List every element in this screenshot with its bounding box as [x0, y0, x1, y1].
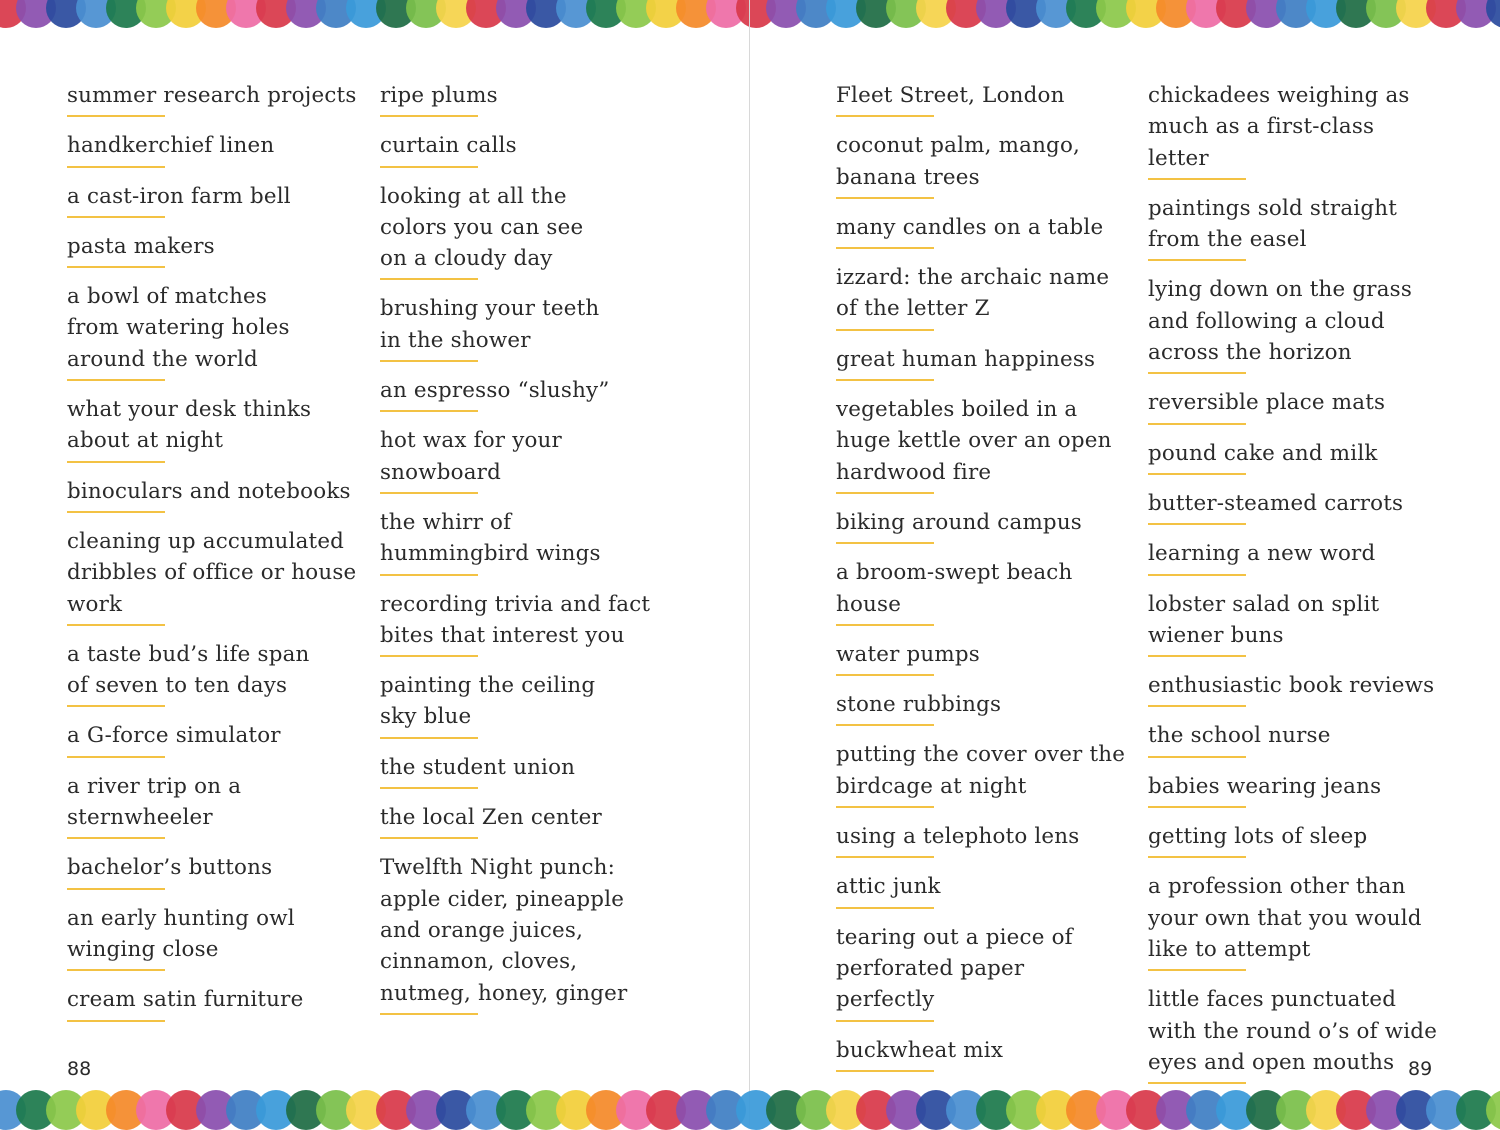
entry-underline	[380, 837, 478, 839]
entry-text: using a telephoto lens	[836, 824, 1080, 850]
entry-underline	[67, 837, 165, 839]
list-entry	[67, 394, 357, 463]
entry-text: pasta makers	[67, 233, 215, 259]
list-entry	[836, 344, 1126, 381]
entry-text: chickadees weighing as much as a first-class letter	[1148, 83, 1410, 171]
list-entry	[1148, 488, 1438, 525]
bottom-dot-border	[0, 1090, 1500, 1130]
list-entry	[1148, 438, 1438, 475]
entry-text: cleaning up accumulated dribbles of office or house work	[67, 528, 357, 617]
entry-text: many candles on a table	[836, 214, 1104, 240]
entry-underline	[67, 216, 165, 218]
list-entry	[1148, 771, 1438, 808]
page-number-right: 89	[1408, 1058, 1433, 1080]
entry-text: what your desk thinks about at night	[67, 397, 312, 454]
entry-underline	[67, 461, 165, 463]
entry-text: great human happiness	[836, 346, 1096, 372]
entry-underline	[67, 511, 165, 513]
entry-text: the student union	[380, 754, 576, 780]
entry-text: learning a new word	[1148, 541, 1376, 567]
entry-text: putting the cover over the birdcage at night	[836, 742, 1126, 799]
entry-underline	[380, 655, 478, 657]
list-entry	[67, 526, 357, 626]
entry-underline	[380, 360, 478, 362]
entry-underline	[836, 542, 934, 544]
entry-underline	[836, 907, 934, 909]
entry-text: attic junk	[836, 874, 941, 900]
list-entry	[380, 181, 670, 281]
entry-underline	[380, 278, 478, 280]
entry-text: recording trivia and fact bites that interest you	[380, 591, 651, 648]
entry-text: brushing your teeth in the shower	[380, 296, 600, 353]
entry-text: looking at all the colors you can see on a cloudy day	[380, 183, 584, 272]
page-number-left: 88	[67, 1058, 92, 1080]
entry-underline	[836, 724, 934, 726]
entry-underline	[67, 624, 165, 626]
entry-underline	[380, 1013, 478, 1015]
entry-underline	[380, 492, 478, 494]
entry-text: a cast-iron farm bell	[67, 183, 291, 209]
entry-text: hot wax for your snowboard	[380, 428, 562, 485]
entry-underline	[67, 756, 165, 758]
list-entry	[380, 80, 670, 117]
entry-text: a river trip on a sternwheeler	[67, 773, 242, 831]
list-entry	[836, 1035, 1126, 1072]
entry-underline	[1148, 756, 1246, 758]
list-entry	[380, 589, 670, 658]
entry-text: water pumps	[836, 641, 980, 667]
entry-underline	[836, 674, 934, 676]
right-page-column-1	[836, 80, 1126, 1085]
entry-text: an early hunting owl winging close	[67, 905, 295, 962]
entry-text: painting the ceiling sky blue	[380, 673, 596, 730]
entry-underline	[67, 266, 165, 268]
entry-underline	[67, 1020, 165, 1022]
entry-text: coconut palm, mango, banana trees	[836, 133, 1081, 190]
entry-underline	[836, 197, 934, 199]
list-entry	[380, 507, 670, 576]
list-entry	[836, 262, 1126, 331]
entry-text: Twelfth Night punch: apple cider, pineapple and orange juices, cinnamon, cloves, nutmeg, honey, ginger	[380, 855, 628, 1006]
entry-text: enthusiastic book reviews	[1148, 673, 1435, 699]
entry-text: an espresso “slushy”	[380, 378, 610, 404]
entry-text: cream satin furniture	[67, 987, 304, 1013]
entry-underline	[380, 787, 478, 789]
entry-underline	[380, 115, 478, 117]
entry-text: a profession other than your own that you would like to attempt	[1148, 874, 1422, 962]
left-page-column-2	[380, 80, 670, 1028]
entry-underline	[380, 410, 478, 412]
entry-text: a broom-swept beach house	[836, 560, 1073, 617]
entry-underline	[836, 115, 934, 117]
entry-underline	[1148, 655, 1246, 657]
list-entry	[836, 80, 1126, 117]
entry-underline	[1148, 806, 1246, 808]
entry-text: binoculars and notebooks	[67, 478, 351, 504]
list-entry	[67, 720, 357, 757]
entry-underline	[67, 115, 165, 117]
entry-underline	[380, 166, 478, 168]
list-entry	[380, 802, 670, 839]
entry-underline	[67, 166, 165, 168]
list-entry	[380, 293, 670, 362]
entry-text: butter-steamed carrots	[1148, 490, 1404, 516]
list-entry	[67, 903, 357, 972]
entry-underline	[836, 856, 934, 858]
book-spine	[749, 0, 750, 1125]
list-entry	[836, 130, 1126, 199]
entry-underline	[836, 1020, 934, 1022]
entry-underline	[67, 888, 165, 890]
right-page-column-2	[1148, 80, 1438, 1097]
list-entry	[380, 852, 670, 1014]
list-entry	[1148, 387, 1438, 424]
list-entry	[836, 821, 1126, 858]
entry-underline	[836, 806, 934, 808]
right-page	[836, 80, 1436, 1080]
entry-text: bachelor’s buttons	[67, 855, 273, 881]
entry-text: biking around campus	[836, 509, 1082, 535]
entry-text: tearing out a piece of perforated paper perfectly	[836, 924, 1073, 1013]
entry-underline	[1148, 523, 1246, 525]
entry-text: reversible place mats	[1148, 390, 1386, 416]
list-entry	[836, 507, 1126, 544]
list-entry	[1148, 670, 1438, 707]
entry-underline	[380, 737, 478, 739]
entry-underline	[1148, 259, 1246, 261]
entry-text: lobster salad on split wiener buns	[1148, 591, 1380, 648]
entry-underline	[836, 492, 934, 494]
entry-text: pound cake and milk	[1148, 440, 1378, 466]
list-entry	[67, 771, 357, 840]
entry-text: ripe plums	[380, 83, 498, 108]
list-entry	[1148, 80, 1438, 180]
entry-underline	[67, 969, 165, 971]
list-entry	[380, 375, 670, 412]
list-entry	[1148, 720, 1438, 757]
entry-text: babies wearing jeans	[1148, 773, 1382, 799]
list-entry	[67, 852, 357, 889]
entry-text: summer research projects	[67, 83, 357, 108]
entry-underline	[1148, 856, 1246, 858]
left-page	[67, 80, 707, 1080]
entry-underline	[67, 705, 165, 707]
entry-underline	[836, 379, 934, 381]
entry-text: handkerchief linen	[67, 133, 275, 159]
list-entry	[1148, 984, 1438, 1084]
entry-text: stone rubbings	[836, 692, 1002, 718]
entry-text: vegetables boiled in a huge kettle over an open hardwood fire	[836, 397, 1112, 485]
list-entry	[67, 281, 357, 381]
entry-text: izzard: the archaic name of the letter Z	[836, 265, 1110, 322]
list-entry	[1148, 274, 1438, 374]
entry-underline	[1148, 372, 1246, 374]
entry-text: lying down on the grass and following a cloud across the horizon	[1148, 277, 1413, 366]
list-entry	[67, 984, 357, 1021]
list-entry	[836, 557, 1126, 626]
entry-text: paintings sold straight from the easel	[1148, 195, 1397, 253]
list-entry	[1148, 589, 1438, 658]
entry-text: curtain calls	[380, 133, 517, 159]
list-entry	[380, 130, 670, 167]
list-entry	[836, 639, 1126, 676]
list-entry	[67, 476, 357, 513]
entry-underline	[1148, 178, 1246, 180]
entry-text: the whirr of hummingbird wings	[380, 509, 601, 567]
entry-text: the local Zen center	[380, 805, 602, 831]
list-entry	[67, 231, 357, 268]
list-entry	[380, 425, 670, 494]
entry-underline	[836, 1070, 934, 1072]
list-entry	[836, 871, 1126, 908]
entry-text: the school nurse	[1148, 723, 1331, 749]
entry-underline	[836, 624, 934, 626]
list-entry	[836, 922, 1126, 1022]
list-entry	[836, 212, 1126, 249]
list-entry	[1148, 871, 1438, 971]
entry-text: a bowl of matches from watering holes around the world	[67, 284, 290, 372]
entry-underline	[1148, 705, 1246, 707]
list-entry	[67, 639, 357, 708]
list-entry	[836, 394, 1126, 494]
list-entry	[67, 130, 357, 167]
list-entry	[380, 752, 670, 789]
entry-text: a G-force simulator	[67, 723, 281, 749]
list-entry	[1148, 538, 1438, 575]
entry-text: Fleet Street, London	[836, 83, 1065, 108]
list-entry	[1148, 193, 1438, 262]
list-entry	[836, 689, 1126, 726]
entry-text: a taste bud’s life span of seven to ten days	[67, 641, 310, 699]
top-dot-border	[0, 0, 1500, 28]
list-entry	[67, 181, 357, 218]
entry-underline	[836, 329, 934, 331]
list-entry	[1148, 821, 1438, 858]
entry-underline	[1148, 1082, 1246, 1084]
entry-text: buckwheat mix	[836, 1037, 1004, 1063]
list-entry	[67, 80, 357, 117]
entry-underline	[1148, 969, 1246, 971]
list-entry	[836, 739, 1126, 808]
entry-underline	[380, 574, 478, 576]
entry-underline	[67, 379, 165, 381]
entry-underline	[836, 247, 934, 249]
entry-underline	[1148, 423, 1246, 425]
entry-text: getting lots of sleep	[1148, 824, 1368, 850]
entry-underline	[1148, 574, 1246, 576]
entry-text: little faces punctuated with the round o’s of wide eyes and open mouths	[1148, 987, 1438, 1075]
list-entry	[380, 670, 670, 739]
entry-underline	[1148, 473, 1246, 475]
left-page-column-1	[67, 80, 357, 1035]
